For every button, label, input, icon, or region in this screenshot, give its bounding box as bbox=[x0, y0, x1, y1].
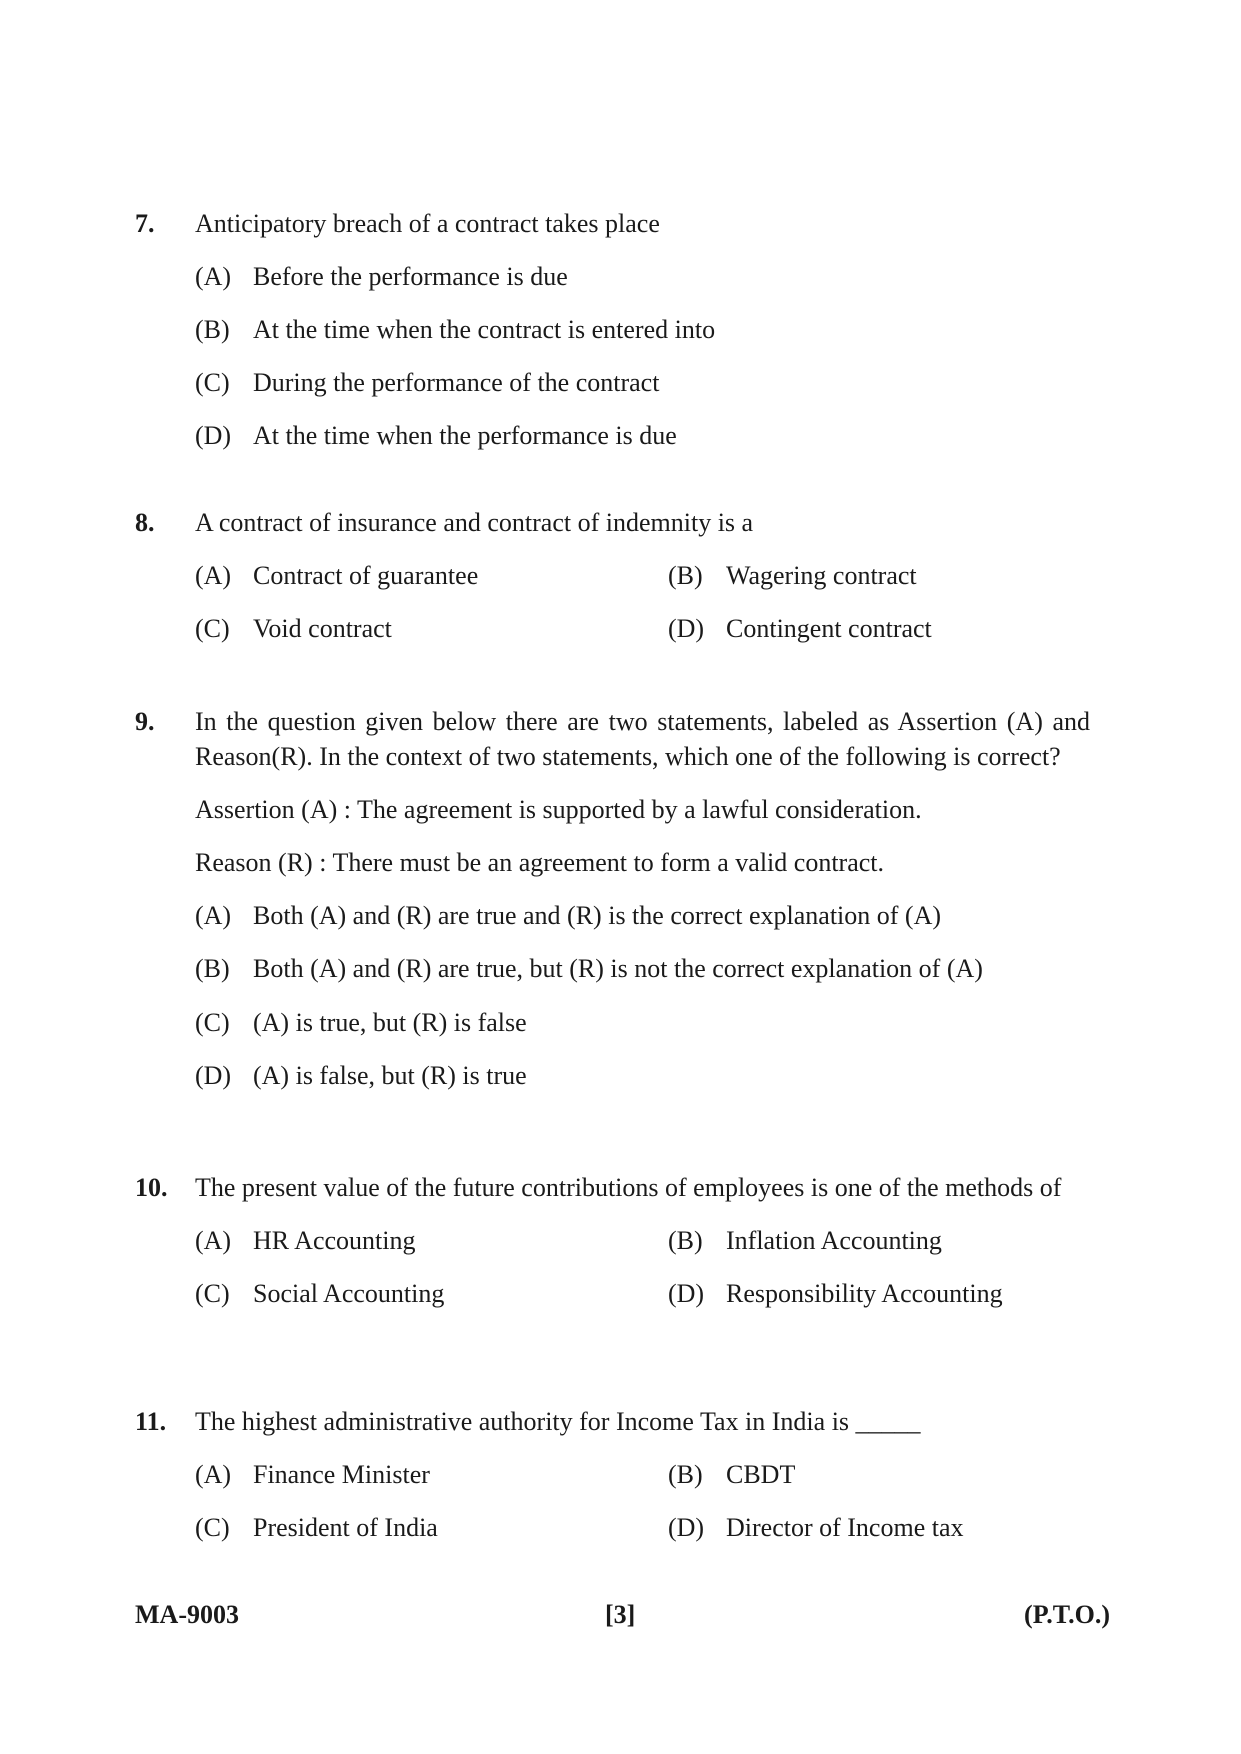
option-label: (A) bbox=[195, 901, 232, 931]
option-label: (C) bbox=[195, 1513, 230, 1543]
option-label: (B) bbox=[668, 1460, 703, 1490]
question-9 bbox=[135, 704, 1090, 1093]
option-a bbox=[195, 1457, 668, 1492]
option-label: (C) bbox=[195, 1279, 230, 1309]
option-text: Contingent contract bbox=[726, 614, 932, 644]
option-text: Director of Income tax bbox=[726, 1513, 964, 1543]
question-7 bbox=[135, 206, 1090, 453]
option-label: (B) bbox=[195, 954, 230, 984]
option-label: (A) bbox=[195, 561, 232, 591]
option-text: Void contract bbox=[253, 614, 392, 644]
option-text: CBDT bbox=[726, 1460, 796, 1490]
option-label: (C) bbox=[195, 614, 230, 644]
option-label: (A) bbox=[195, 1460, 232, 1490]
option-label: (A) bbox=[195, 1226, 232, 1256]
option-text: At the time when the contract is entered into bbox=[253, 315, 716, 345]
option-c bbox=[195, 611, 668, 646]
option-text: Before the performance is due bbox=[253, 262, 568, 292]
options-grid bbox=[195, 540, 1090, 646]
option-text: During the performance of the contract bbox=[253, 368, 660, 398]
option-label: (A) bbox=[195, 262, 232, 292]
option-a bbox=[195, 898, 1090, 933]
option-label: (B) bbox=[668, 561, 703, 591]
option-label: (D) bbox=[668, 1513, 705, 1543]
option-label: (D) bbox=[668, 1279, 705, 1309]
option-label: (D) bbox=[195, 421, 232, 451]
option-text: (A) is true, but (R) is false bbox=[253, 1007, 527, 1037]
option-a bbox=[195, 558, 668, 593]
option-d bbox=[195, 418, 1090, 453]
option-d bbox=[668, 1510, 1090, 1545]
option-a bbox=[195, 259, 1090, 294]
question-text: Anticipatory breach of a contract takes place bbox=[195, 209, 660, 238]
question-number: 11. bbox=[135, 1407, 167, 1436]
option-text: At the time when the performance is due bbox=[253, 421, 677, 451]
option-text: Responsibility Accounting bbox=[726, 1279, 1003, 1309]
options-grid bbox=[195, 1205, 1090, 1311]
question-text: In the question given below there are two statements, labeled as Assertion (A) and Reason(R). In the context of two statements, which one of the following is correct? bbox=[195, 707, 1090, 772]
option-c bbox=[195, 365, 1090, 400]
option-label: (D) bbox=[195, 1060, 232, 1090]
reason-statement: Reason (R) : There must be an agreement to form a valid contract. bbox=[195, 848, 884, 878]
option-label: (C) bbox=[195, 1007, 230, 1037]
option-b bbox=[668, 1223, 1090, 1258]
option-c bbox=[195, 1276, 668, 1311]
option-text: Wagering contract bbox=[726, 561, 917, 591]
option-text: Contract of guarantee bbox=[253, 561, 479, 591]
options-list bbox=[195, 898, 1090, 1092]
option-label: (B) bbox=[195, 315, 230, 345]
paper-code: MA-9003 bbox=[135, 1600, 239, 1629]
options-grid bbox=[195, 1439, 1090, 1545]
option-a bbox=[195, 1223, 668, 1258]
option-label: (D) bbox=[668, 614, 705, 644]
page-number: [3] bbox=[605, 1600, 636, 1629]
question-11 bbox=[135, 1404, 1090, 1545]
option-text: HR Accounting bbox=[253, 1226, 416, 1256]
option-d bbox=[195, 1058, 1090, 1093]
option-d bbox=[668, 611, 1090, 646]
option-text: (A) is false, but (R) is true bbox=[253, 1060, 527, 1090]
question-8 bbox=[135, 505, 1090, 646]
option-text: President of India bbox=[253, 1513, 438, 1543]
options-list bbox=[195, 259, 1090, 453]
question-number: 10. bbox=[135, 1173, 168, 1202]
option-c bbox=[195, 1510, 668, 1545]
option-text: Both (A) and (R) are true and (R) is the correct explanation of (A) bbox=[253, 901, 942, 931]
option-c bbox=[195, 1005, 1090, 1040]
question-10 bbox=[135, 1170, 1090, 1311]
question-text: A contract of insurance and contract of indemnity is a bbox=[195, 508, 754, 537]
option-b bbox=[195, 312, 1090, 347]
option-b bbox=[668, 1457, 1090, 1492]
option-text: Inflation Accounting bbox=[726, 1226, 942, 1256]
option-b bbox=[668, 558, 1090, 593]
option-label: (C) bbox=[195, 368, 230, 398]
question-text: The present value of the future contributions of employees is one of the methods of bbox=[195, 1173, 1062, 1202]
option-text: Finance Minister bbox=[253, 1460, 430, 1490]
question-number: 9. bbox=[135, 707, 155, 736]
option-label: (B) bbox=[668, 1226, 703, 1256]
question-number: 7. bbox=[135, 209, 155, 238]
question-number: 8. bbox=[135, 508, 155, 537]
assertion-statement: Assertion (A) : The agreement is supported by a lawful consideration. bbox=[195, 795, 922, 825]
option-d bbox=[668, 1276, 1090, 1311]
option-text: Social Accounting bbox=[253, 1279, 445, 1309]
question-text: The highest administrative authority for Income Tax in India is _____ bbox=[195, 1407, 921, 1436]
option-text: Both (A) and (R) are true, but (R) is not the correct explanation of (A) bbox=[253, 954, 983, 984]
pto-label: (P.T.O.) bbox=[1024, 1600, 1110, 1629]
option-b bbox=[195, 951, 1090, 986]
